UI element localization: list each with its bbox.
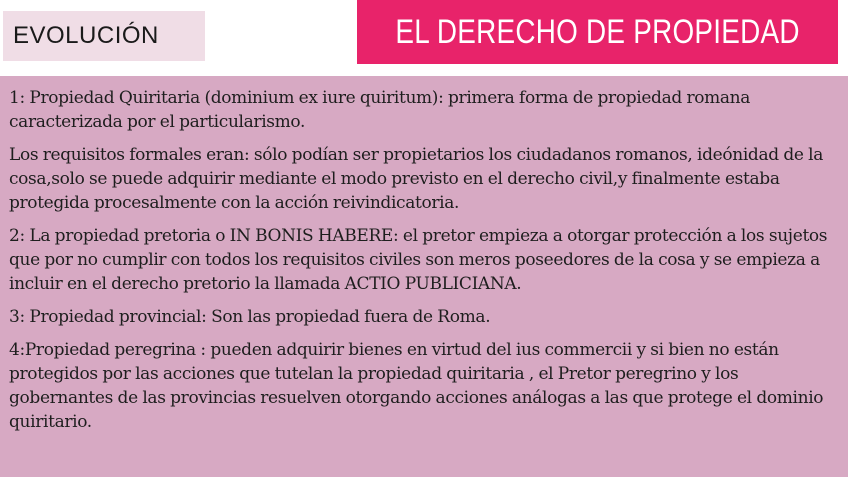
paragraph-peregrina: 4:Propiedad peregrina : pueden adquirir bienes en virtud del ius commercii y si bien no están protegidos por las acciones que tutelan la propiedad quiritaria , el Pretor peregrino y los gobernantes de las provincias resuelven otorgando acciones análogas a las que protege el dominio quiritario. (9, 340, 824, 432)
paragraph-provincial: 3: Propiedad provincial: Son las propiedad fuera de Roma. (9, 307, 491, 327)
paragraph-requisitos: Los requisitos formales eran: sólo podían ser propietarios los ciudadanos romanos, ideónidad de la cosa,solo se puede adquirir mediante el modo previsto en el derecho civil,y finalmente estaba protegida procesalmente con la acción reivindicatoria. (9, 145, 823, 213)
section-tag-label: EVOLUCIÓN (13, 22, 159, 49)
paragraph-quiritaria: 1: Propiedad Quiritaria (dominium ex iure quiritum): primera forma de propiedad romana caracterizada por el particularismo. (9, 88, 751, 132)
paragraph-pretoria: 2: La propiedad pretoria o IN BONIS HABERE: el pretor empieza a otorgar protección a los sujetos que por no cumplir con todos los requisitos civiles son meros poseedores de la cosa y se empieza a incluir en el derecho pretorio la llamada ACTIO PUBLICIANA. (9, 226, 828, 294)
content-panel (0, 76, 848, 477)
section-tag (3, 11, 205, 61)
page-title: EL DERECHO DE PROPIEDAD (395, 12, 800, 51)
title-banner (357, 0, 838, 64)
